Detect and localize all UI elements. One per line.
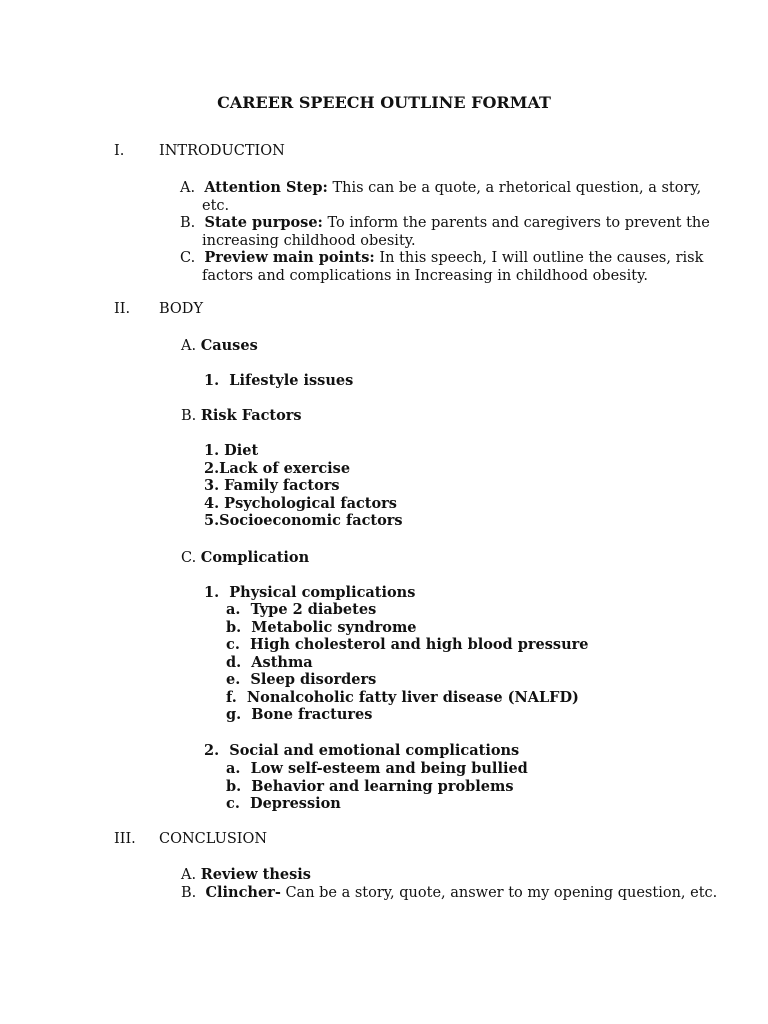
intro-a-line1: This can be a quote, a rhetorical question, a story, [332,180,702,196]
intro-b-letter: B. [180,215,196,231]
intro-c-letter: C. [180,250,196,266]
conclusion-b-term: Clincher- [205,884,281,901]
conclusion-item-a [181,866,311,885]
risk-item: 4. Psychological factors [204,494,397,512]
causes-letter: A. [181,338,197,354]
conclusion-a-letter: A. [181,867,197,883]
section-label-conclusion: CONCLUSION [159,831,268,847]
causes-item-1-text: Lifestyle issues [229,372,354,389]
section-numeral-conclusion: III. [114,831,136,847]
causes-label: Causes [200,337,258,354]
list-item: b. Metabolic syndrome [226,618,417,636]
complication-letter: C. [181,550,197,566]
physical-label: Physical complications [229,584,416,601]
physical-complications-heading [204,584,415,602]
list-item: b. Behavior and learning problems [226,777,514,795]
complication-label: Complication [200,549,310,566]
intro-c-line2: factors and complications in Increasing in childhood obesity. [202,267,648,284]
risk-list [204,442,403,530]
list-item: g. Bone fractures [226,706,373,723]
intro-item-b [180,214,710,250]
body-risk-heading [181,407,302,426]
risk-item: 2.Lack of exercise [204,459,351,477]
section-numeral-body: II. [114,301,131,317]
list-item: f. Nonalcoholic fatty liver disease (NALFD) [226,688,579,706]
risk-item: 1. Diet [204,442,259,459]
risk-label: Risk Factors [200,407,302,424]
conclusion-item-b [181,884,717,903]
intro-b-term: State purpose: [204,214,323,231]
physical-num: 1. [204,584,220,601]
list-item: a. Low self-esteem and being bullied [226,760,528,777]
intro-a-term: Attention Step: [204,179,328,196]
risk-letter: B. [181,408,197,424]
risk-item: 5.Socioeconomic factors [204,512,403,529]
list-item: a. Type 2 diabetes [226,601,377,618]
conclusion-b-text: Can be a story, quote, answer to my opening question, etc. [285,885,718,901]
social-label: Social and emotional complications [229,742,520,759]
intro-item-c [180,249,703,285]
section-label-body: BODY [159,301,204,317]
causes-item-1-num: 1. [204,372,220,389]
section-numeral-intro: I. [114,143,125,159]
list-item: d. Asthma [226,653,313,671]
conclusion-a-term: Review thesis [200,866,311,883]
list-item: e. Sleep disorders [226,671,377,688]
intro-c-line1: In this speech, I will outline the causes, risk [379,250,704,266]
body-causes-heading [181,337,258,356]
intro-item-a [180,179,701,215]
causes-item-1 [204,372,353,390]
list-item: c. Depression [226,795,341,812]
intro-a-line2: etc. [202,197,230,214]
intro-c-term: Preview main points: [204,249,375,266]
conclusion-b-letter: B. [181,885,197,901]
list-item: c. High cholesterol and high blood pressure [226,636,589,653]
social-list [226,760,528,813]
risk-item: 3. Family factors [204,477,340,494]
physical-list [226,601,588,724]
intro-a-letter: A. [180,180,196,196]
social-complications-heading [204,742,519,760]
body-complication-heading [181,549,309,568]
social-num: 2. [204,742,220,759]
intro-b-line1: To inform the parents and caregivers to prevent the [327,215,710,231]
intro-b-line2: increasing childhood obesity. [202,232,416,249]
section-label-intro: INTRODUCTION [159,143,285,159]
document-title: CAREER SPEECH OUTLINE FORMAT [217,93,551,112]
